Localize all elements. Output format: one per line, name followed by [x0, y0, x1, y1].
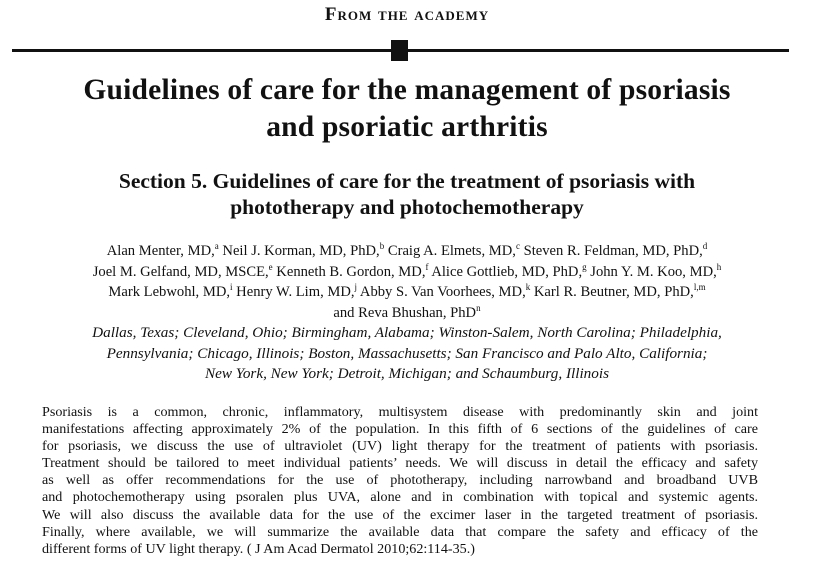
affiliation-marker: n	[476, 302, 481, 313]
subtitle-line: phototherapy and photochemotherapy	[230, 195, 584, 219]
abstract-line: Psoriasis is a common, chronic, inflammatory, multisystem disease with predominantly skin and joint	[42, 404, 758, 420]
author-name: and Reva Bhushan, PhD	[333, 304, 477, 321]
author-name: Kenneth B. Gordon, MD,	[272, 263, 426, 280]
affiliation-marker: h	[716, 261, 722, 272]
abstract-line: Treatment should be tailored to meet individual patients’ needs. We will discuss in detail the efficacy and safety	[42, 455, 758, 472]
author-locations	[0, 323, 814, 385]
abstract-line: Finally, where available, we will summarize the available data that compare the safety and efficacy of the	[42, 523, 758, 540]
author-name: John Y. M. Koo, MD,	[586, 263, 717, 280]
author-name: Karl R. Beutner, MD, PhD,	[530, 284, 694, 300]
affiliation-marker: l,m	[693, 282, 706, 292]
affiliation-marker: g	[582, 261, 587, 272]
abstract-line: for psoriasis, we discuss the use of ultraviolet (UV) light therapy for the treatment of patients with psoriasis.	[42, 438, 758, 455]
abstract-line: We will also discuss the available data for the use of the excimer laser in the targeted treatment of psoriasis.	[42, 506, 758, 523]
author-name: Craig A. Elmets, MD,	[384, 243, 516, 259]
abstract-line: as well as offer recommendations for the use of phototherapy, including narrowband and broadband UVB	[42, 472, 758, 489]
title-line: Guidelines of care for the management of psoriasis	[83, 74, 731, 106]
affiliation-marker: d	[702, 241, 708, 251]
location-line: New York, New York; Detroit, Michigan; and Schaumburg, Illinois	[204, 365, 609, 382]
affiliation-marker: k	[525, 282, 531, 292]
author-name: Mark Lebwohl, MD,	[108, 284, 231, 300]
affiliation-marker: i	[230, 282, 233, 292]
section-label: From the academy	[324, 4, 490, 25]
affiliation-marker: f	[425, 261, 429, 272]
abstract	[42, 404, 758, 558]
author-list	[10, 241, 804, 323]
subtitle-line: Section 5. Guidelines of care for the treatment of psoriasis with	[118, 169, 696, 193]
abstract-line: manifestations affecting approximately 2% of the population. In this fifth of 6 sections of the guidelines of care	[42, 421, 758, 438]
author-line	[10, 262, 804, 283]
affiliation-marker: j	[354, 282, 358, 292]
affiliation-marker: a	[214, 241, 219, 251]
abstract-line: different forms of UV light therapy. ( J Am Acad Dermatol 2010;62:114-35.)	[42, 540, 475, 557]
author-name: Joel M. Gelfand, MD, MSCE,	[92, 263, 269, 280]
location-line: Dallas, Texas; Cleveland, Ohio; Birmingham, Alabama; Winston-Salem, North Carolina; Philadelphia,	[92, 324, 722, 341]
location-line: Pennsylvania; Chicago, Illinois; Boston, Massachusetts; San Francisco and Palo Alto, California;	[106, 344, 708, 362]
author-line	[10, 241, 804, 262]
author-name: Abby S. Van Voorhees, MD,	[357, 284, 526, 300]
author-name: Alice Gottlieb, MD, PhD,	[428, 263, 583, 280]
affiliation-marker: c	[515, 241, 520, 251]
title-line: and psoriatic arthritis	[266, 111, 548, 143]
affiliation-marker: b	[379, 241, 385, 251]
author-line	[10, 282, 804, 303]
affiliation-marker: e	[268, 261, 273, 272]
author-name: Neil J. Korman, MD, PhD,	[218, 243, 380, 259]
header-rule-marker	[391, 40, 408, 61]
author-name: Henry W. Lim, MD,	[232, 284, 355, 300]
article-subtitle	[0, 168, 814, 220]
abstract-line: and photochemotherapy using psoralen plus UVA, alone and in combination with topical and systemic agents.	[42, 489, 758, 506]
article-title	[0, 72, 814, 146]
author-line	[10, 303, 804, 324]
author-name: Alan Menter, MD,	[106, 243, 215, 259]
author-name: Steven R. Feldman, MD, PhD,	[519, 243, 703, 259]
